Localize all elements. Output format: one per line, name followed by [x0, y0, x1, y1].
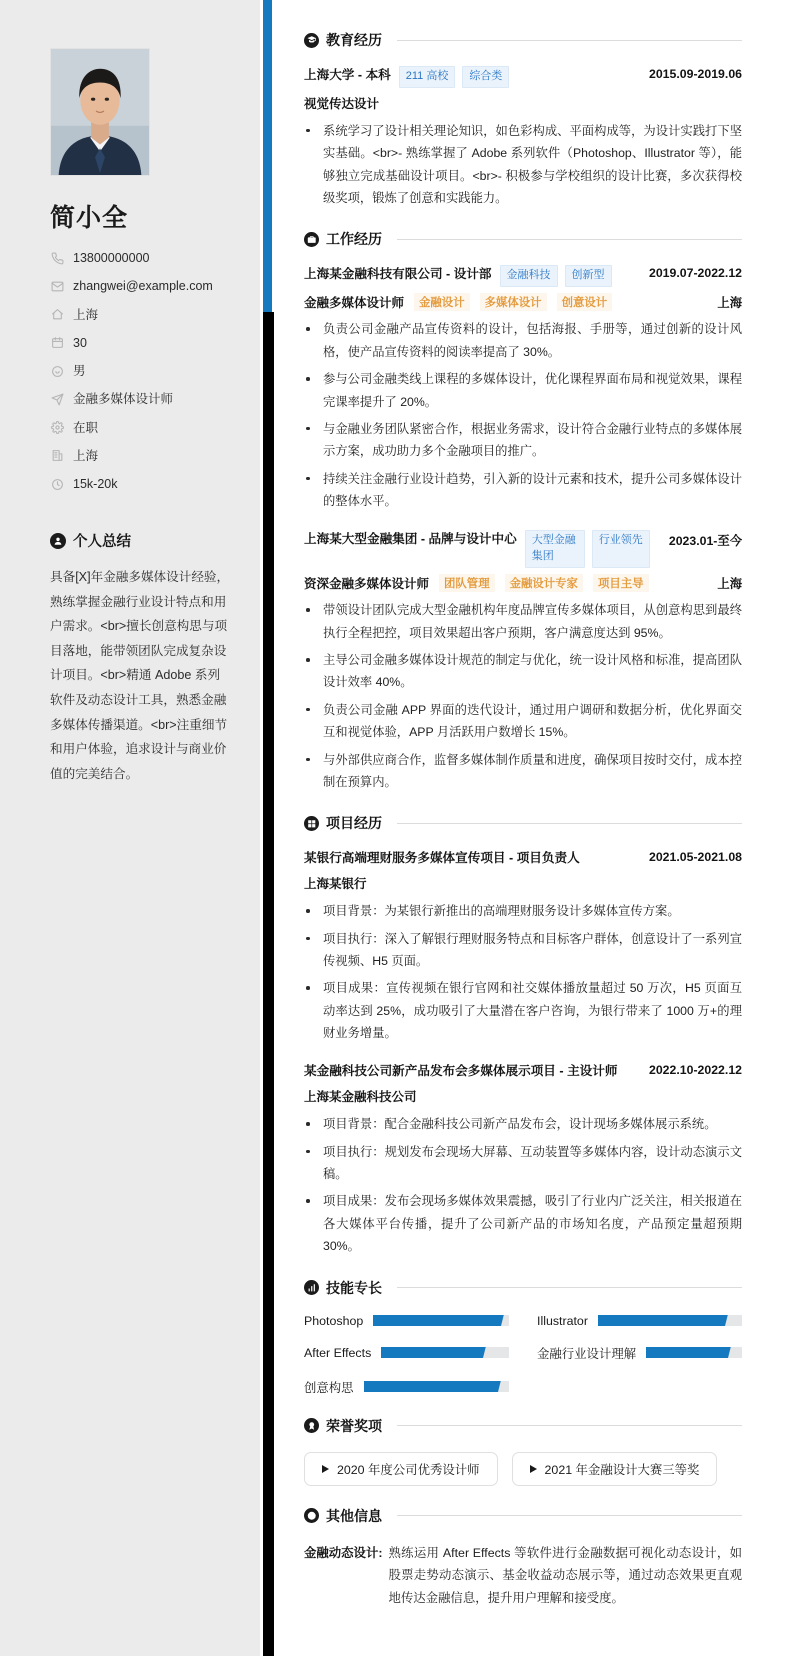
contact-work-city-value: 上海 [73, 448, 99, 463]
project-point: 项目背景：配合金融科技公司新产品发布会，设计现场多媒体展示系统。 [304, 1113, 742, 1135]
briefcase-icon [304, 232, 319, 247]
project-grid-icon [304, 816, 319, 831]
contact-email [50, 278, 234, 294]
skills-header [304, 1278, 742, 1298]
play-triangle-icon [322, 1465, 329, 1473]
work-date: 2023.01-至今 [668, 534, 742, 549]
project-points [304, 900, 742, 1044]
skill-item [537, 1344, 742, 1362]
company-name: 上海某大型金融集团 - 品牌与设计中心 [304, 532, 517, 547]
phone-icon [50, 251, 64, 265]
company-tag: 大型金融集团 [525, 530, 585, 568]
calendar-icon [50, 336, 64, 350]
skills-grid [304, 1314, 742, 1396]
other-header [304, 1506, 742, 1526]
summary-header [50, 530, 234, 551]
skill-track [381, 1347, 509, 1358]
skills-title: 技能专长 [326, 1279, 382, 1296]
skill-fill [381, 1347, 486, 1358]
work-location: 上海 [717, 296, 742, 311]
work-points [304, 318, 742, 512]
honors-header [304, 1416, 742, 1436]
work-entry [304, 265, 742, 512]
skill-name: After Effects [304, 1345, 372, 1360]
skill-item [304, 1378, 509, 1396]
gender-icon [50, 364, 64, 378]
school-name: 上海大学 - 本科 [304, 68, 391, 82]
skill-track [646, 1347, 742, 1358]
education-header [304, 30, 742, 50]
contact-age-value: 30 [73, 335, 87, 350]
other-value: 熟练运用 After Effects 等软件进行金融数据可视化动态设计，如股票走势动态演示、基金收益动态展示等，通过动态效果更直观地传达金融信息，提升用户理解和接受度。 [388, 1545, 742, 1606]
project-point: 项目执行：深入了解银行理财服务特点和目标客户群体，创意设计了一系列宣传视频、H5 页面。 [304, 928, 742, 973]
project-date: 2021.05-2021.08 [649, 850, 742, 865]
work-role-row [304, 293, 742, 311]
project-points [304, 1113, 742, 1257]
avatar [50, 48, 150, 176]
section-rule [397, 239, 742, 240]
summary-section [50, 530, 234, 786]
education-date: 2015.09-2019.06 [649, 67, 742, 81]
section-rule [397, 1287, 742, 1288]
info-icon [304, 1508, 319, 1523]
project-point: 项目成果：宣传视频在银行官网和社交媒体播放量超过 50 万次，H5 页面互动率达到 25%，成功吸引了大量潜在客户咨询，为银行带来了 1000 万+的理财业务增量。 [304, 977, 742, 1044]
project-entry [304, 1062, 742, 1257]
company-tag: 金融科技 [500, 265, 558, 287]
work-point: 与金融业务团队紧密合作，根据业务需求，设计符合金融行业特点的多媒体展示方案，成功助力多个金融项目的推广。 [304, 418, 742, 463]
education-major: 视觉传达设计 [304, 96, 380, 111]
summary-title: 个人总结 [73, 534, 131, 551]
honors-section [304, 1416, 742, 1486]
skill-fill [364, 1381, 501, 1392]
candidate-name: 简小全 [50, 204, 129, 232]
job-title: 资深金融多媒体设计师 [304, 577, 430, 592]
company-tag: 创新型 [565, 265, 612, 287]
work-header [304, 229, 742, 249]
honors-list [304, 1452, 742, 1486]
honor-label: 2020 年度公司优秀设计师 [337, 1462, 480, 1477]
work-point: 与外部供应商合作，监督多媒体制作质量和进度，确保项目按时交付，成本控制在预算内。 [304, 749, 742, 794]
project-date: 2022.10-2022.12 [649, 1063, 742, 1078]
paper-plane-icon [50, 392, 64, 406]
work-point: 负责公司金融产品宣传资料的设计，包括海报、手册等，通过创新的设计风格，使产品宣传资料的阅读率提高了 30%。 [304, 318, 742, 363]
other-title: 其他信息 [326, 1507, 382, 1524]
education-point: 系统学习了设计相关理论知识，如色彩构成、平面构成等，为设计实践打下坚实基础。<br>- 熟练掌握了 Adobe 系列软件（Photoshop、Illustrator 等），能够独立完成基础设计项目。<br>- 积极参与学校组织的设计比赛，多次获得校级奖项，锻炼了创意和实践能力。 [304, 120, 742, 210]
role-tag: 金融设计专家 [505, 574, 583, 592]
project-point: 项目执行：规划发布会现场大屏幕、互动装置等多媒体内容，设计动态演示文稿。 [304, 1141, 742, 1186]
user-circle-icon [50, 533, 66, 549]
education-section [304, 30, 742, 209]
work-point: 参与公司金融类线上课程的多媒体设计，优化课程界面布局和视觉效果，课程完课率提升了 20%。 [304, 368, 742, 413]
project-point: 项目成果：发布会现场多媒体效果震撼，吸引了行业内广泛关注，相关报道在各大媒体平台传播，提升了公司新产品的市场知名度，产品预定量超预期 30%。 [304, 1190, 742, 1257]
clock-icon [50, 477, 64, 491]
company-tag: 行业领先 [592, 530, 650, 568]
education-title: 教育经历 [326, 32, 382, 48]
projects-section [304, 813, 742, 1257]
work-points [304, 599, 742, 793]
section-rule [397, 40, 742, 41]
contact-salary-value: 15k-20k [73, 477, 118, 491]
contact-status [50, 420, 234, 436]
project-entry [304, 849, 742, 1044]
work-location: 上海 [717, 577, 742, 592]
contact-phone [50, 250, 234, 266]
play-triangle-icon [530, 1465, 537, 1473]
role-tag: 创意设计 [557, 293, 613, 311]
work-entry-row [304, 530, 742, 568]
main-content [260, 0, 794, 1656]
work-point: 持续关注金融行业设计趋势，引入新的设计元素和技术，提升公司多媒体设计的整体水平。 [304, 468, 742, 513]
skills-section [304, 1278, 742, 1396]
work-title: 工作经历 [326, 231, 382, 248]
project-name: 某银行高端理财服务多媒体宣传项目 - 项目负责人 [304, 851, 580, 866]
section-rule [397, 823, 742, 824]
accent-stripe-black [263, 312, 274, 1656]
section-rule [397, 1425, 742, 1426]
projects-header [304, 813, 742, 833]
home-icon [50, 308, 64, 322]
contact-job-target-value: 金融多媒体设计师 [73, 392, 174, 407]
skill-fill [598, 1315, 727, 1326]
project-entry-row [304, 1062, 742, 1081]
school-tag: 211 高校 [399, 66, 456, 88]
project-name: 某金融科技公司新产品发布会多媒体展示项目 - 主设计师 [304, 1064, 618, 1079]
skill-track [598, 1315, 742, 1326]
contact-salary [50, 476, 234, 492]
skill-fill [373, 1315, 503, 1326]
project-client: 上海某金融科技公司 [304, 1090, 417, 1105]
work-point: 带领设计团队完成大型金融机构年度品牌宣传多媒体项目，从创意构思到最终执行全程把控，项目效果超出客户预期，客户满意度达到 95%。 [304, 599, 742, 644]
project-client: 上海某银行 [304, 877, 367, 892]
contact-gender [50, 363, 234, 379]
summary-body: 具备[X]年金融多媒体设计经验，熟练掌握金融行业设计特点和用户需求。<br>擅长创意构思与项目落地，能带领团队完成复杂设计项目。<br>精通 Adobe 系列软件及动态设计工具，熟悉金融多媒体传播渠道。<br>注重细节和用户体验，追求设计与商业价值的完美结合。 [50, 570, 230, 781]
other-label: 金融动态设计: [304, 1545, 383, 1560]
work-entry [304, 530, 742, 793]
contact-city [50, 307, 234, 323]
contact-list [50, 250, 234, 492]
education-entry [304, 66, 742, 209]
chart-bar-icon [304, 1280, 319, 1295]
contact-age [50, 335, 234, 351]
honor-item[interactable] [512, 1452, 718, 1486]
role-tag: 金融设计 [414, 293, 470, 311]
gear-icon [50, 421, 64, 435]
job-title: 金融多媒体设计师 [304, 296, 405, 311]
work-section [304, 229, 742, 793]
skill-track [373, 1315, 509, 1326]
company-name: 上海某金融科技有限公司 - 设计部 [304, 267, 492, 282]
company-tags [525, 530, 650, 568]
work-entry-row [304, 265, 742, 287]
honor-item[interactable] [304, 1452, 498, 1486]
contact-gender-value: 男 [73, 364, 86, 378]
role-tag: 多媒体设计 [480, 293, 547, 311]
school-tags [399, 66, 510, 88]
mail-icon [50, 279, 64, 293]
skill-item [537, 1314, 742, 1328]
accent-stripe-blue [263, 0, 272, 312]
award-icon [304, 1418, 319, 1433]
skill-item [304, 1344, 509, 1362]
honor-label: 2021 年金融设计大赛三等奖 [544, 1462, 700, 1477]
skill-fill [646, 1347, 731, 1358]
skill-name: Illustrator [537, 1313, 588, 1328]
work-role-row [304, 574, 742, 592]
education-points [304, 120, 742, 210]
contact-work-city [50, 448, 234, 464]
contact-phone-value: 13800000000 [73, 251, 150, 265]
section-rule [397, 1515, 742, 1516]
contact-job-target [50, 391, 234, 407]
education-entry-row [304, 66, 742, 88]
project-entry-row [304, 849, 742, 868]
company-tags [500, 265, 612, 287]
role-tag: 项目主导 [593, 574, 649, 592]
other-section [304, 1506, 742, 1611]
role-tag: 团队管理 [439, 574, 495, 592]
graduation-cap-icon [304, 33, 319, 48]
building-icon [50, 449, 64, 463]
honors-title: 荣誉奖项 [326, 1417, 382, 1434]
skill-name: 创意构思 [304, 1380, 354, 1395]
work-point: 主导公司金融多媒体设计规范的制定与优化，统一设计风格和标准，提高团队设计效率 40%。 [304, 649, 742, 694]
skill-track [364, 1381, 509, 1392]
contact-city-value: 上海 [73, 307, 99, 322]
work-date: 2019.07-2022.12 [649, 266, 742, 281]
project-point: 项目背景：为某银行新推出的高端理财服务设计多媒体宣传方案。 [304, 900, 742, 922]
sidebar [0, 0, 260, 1656]
school-tag: 综合类 [462, 66, 509, 88]
skill-name: 金融行业设计理解 [537, 1346, 637, 1361]
skill-name: Photoshop [304, 1313, 364, 1328]
work-point: 负责公司金融 APP 界面的迭代设计，通过用户调研和数据分析，优化界面交互和视觉体验，APP 月活跃用户数增长 15%。 [304, 699, 742, 744]
skill-item [304, 1314, 509, 1328]
contact-email-value: zhangwei@example.com [73, 279, 213, 294]
projects-title: 项目经历 [326, 815, 382, 832]
contact-status-value: 在职 [73, 420, 99, 435]
